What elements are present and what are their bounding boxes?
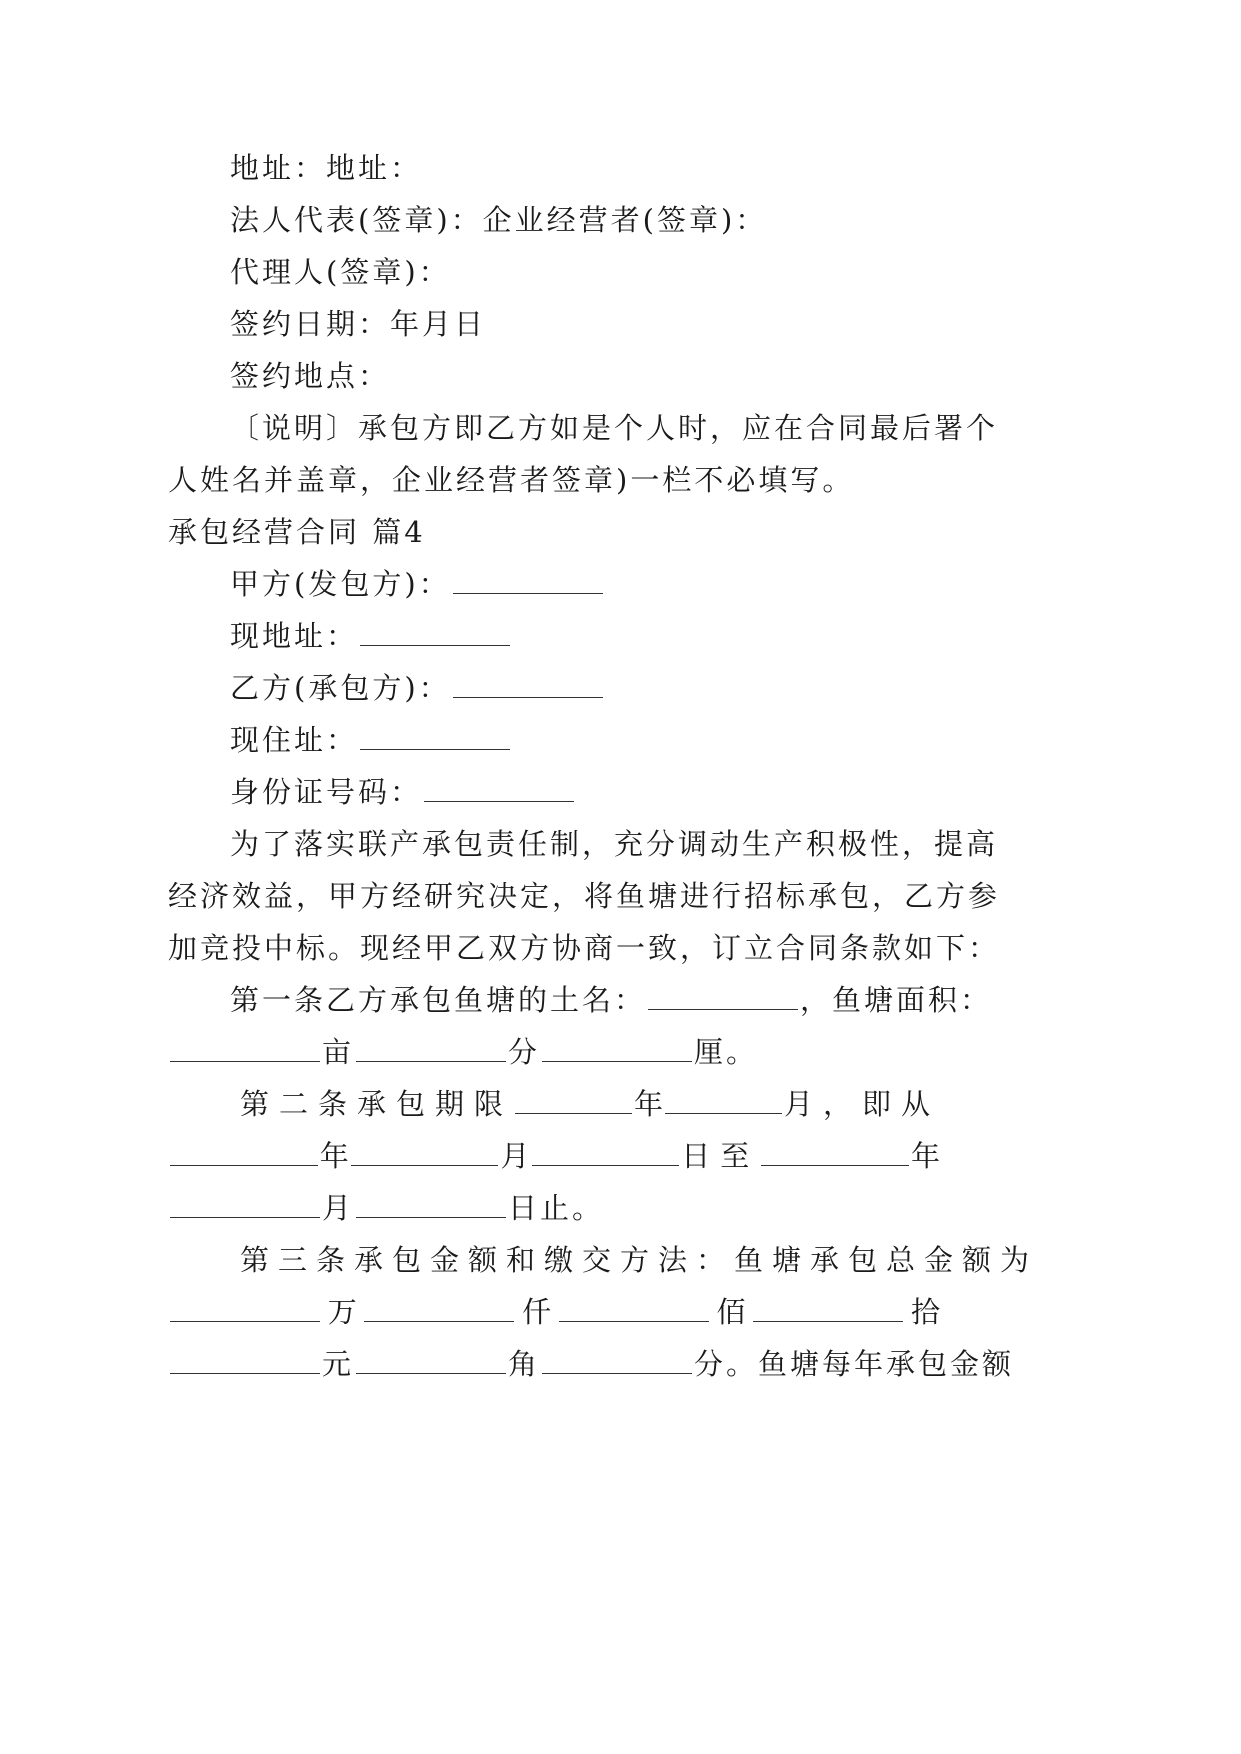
text: 身份证号码： [230, 775, 423, 809]
text: 现住址： [230, 723, 359, 757]
blank-field [356, 1216, 506, 1218]
blank-field [360, 748, 510, 750]
blank-field [356, 1372, 506, 1374]
article-3-line-3 [168, 1344, 1014, 1384]
blank-field [532, 1164, 680, 1166]
text: 分。鱼塘每年承包金额 [694, 1347, 1015, 1381]
text: 签约日期：年月日 [230, 307, 487, 341]
text: 年 [910, 1139, 940, 1173]
text: 第一条乙方承包鱼塘的土名： [230, 983, 647, 1017]
article-2-line-2 [168, 1136, 940, 1176]
text: 甲方(发包方)： [230, 567, 451, 601]
text: 拾 [910, 1295, 940, 1329]
text: 现地址： [230, 619, 359, 653]
text: 法人代表(签章)：企业经营者(签章)： [230, 203, 768, 237]
party-a-line [230, 564, 605, 604]
note-line-2 [168, 460, 854, 500]
blank-field [665, 1112, 782, 1114]
text: 年 [633, 1087, 663, 1121]
blank-field [360, 644, 510, 646]
blank-field [453, 592, 603, 594]
text: 地址：地址： [230, 151, 423, 185]
article-3-line-2 [168, 1292, 940, 1332]
text: 签约地点： [230, 359, 391, 393]
text: 佰 [716, 1295, 746, 1329]
text: ，鱼塘面积： [800, 983, 993, 1017]
sign-place-line [230, 356, 390, 396]
blank-field [424, 800, 574, 802]
text: 为了落实联产承包责任制，充分调动生产积极性，提高 [230, 827, 999, 861]
blank-field [170, 1320, 320, 1322]
text: 第三条承包金额和缴交方法：鱼塘承包总金额为 [240, 1243, 1039, 1277]
blank-field [559, 1320, 709, 1322]
sign-date-line [230, 304, 486, 344]
text: 日至 [681, 1139, 760, 1173]
blank-field [648, 1008, 798, 1010]
text: 第二条承包期限 [240, 1087, 514, 1121]
blank-field [542, 1372, 692, 1374]
text: 分 [508, 1035, 541, 1069]
text: 月，即从 [783, 1087, 940, 1121]
blank-field [351, 1164, 499, 1166]
article-1-line-1 [230, 980, 992, 1020]
text: 经济效益，甲方经研究决定，将鱼塘进行招标承包，乙方参 [168, 879, 1001, 913]
legal-rep-line [230, 200, 767, 240]
text: 亩 [322, 1035, 355, 1069]
blank-field [170, 1060, 320, 1062]
id-number-line [230, 772, 576, 812]
text: 日止。 [508, 1191, 605, 1225]
article-1-line-2 [168, 1032, 758, 1072]
party-b-address-line [230, 720, 512, 760]
text: 厘。 [694, 1035, 759, 1069]
party-a-address-line [230, 616, 512, 656]
text: 代理人(签章)： [230, 255, 451, 289]
blank-field [170, 1216, 320, 1218]
blank-field [170, 1372, 320, 1374]
text: 加竞投中标。现经甲乙双方协商一致，订立合同条款如下： [168, 931, 1001, 965]
article-3-line-1 [240, 1240, 1038, 1280]
address-line [230, 148, 422, 188]
blank-field [761, 1164, 909, 1166]
blank-field [356, 1060, 506, 1062]
text: 月 [500, 1139, 530, 1173]
blank-field [170, 1164, 318, 1166]
blank-field [753, 1320, 903, 1322]
party-b-line [230, 668, 605, 708]
text: 〔说明〕承包方即乙方如是个人时，应在合同最后署个 [230, 411, 999, 445]
text: 年 [319, 1139, 349, 1173]
article-2-line-3 [168, 1188, 604, 1228]
text: 人姓名并盖章，企业经营者签章)一栏不必填写。 [168, 463, 855, 497]
text: 月 [322, 1191, 355, 1225]
text: 承包经营合同 篇4 [168, 515, 426, 549]
blank-field [453, 696, 603, 698]
blank-field [515, 1112, 632, 1114]
agent-line [230, 252, 451, 292]
preamble-line-2 [168, 876, 1000, 916]
text: 乙方(承包方)： [230, 671, 451, 705]
text: 角 [508, 1347, 541, 1381]
note-line-1 [230, 408, 998, 448]
blank-field [364, 1320, 514, 1322]
text: 仟 [522, 1295, 552, 1329]
preamble-line-1 [230, 824, 998, 864]
preamble-line-3 [168, 928, 1000, 968]
text: 万 [327, 1295, 357, 1329]
blank-field [542, 1060, 692, 1062]
article-2-line-1 [240, 1084, 940, 1124]
section-heading [168, 512, 426, 552]
text: 元 [322, 1347, 355, 1381]
